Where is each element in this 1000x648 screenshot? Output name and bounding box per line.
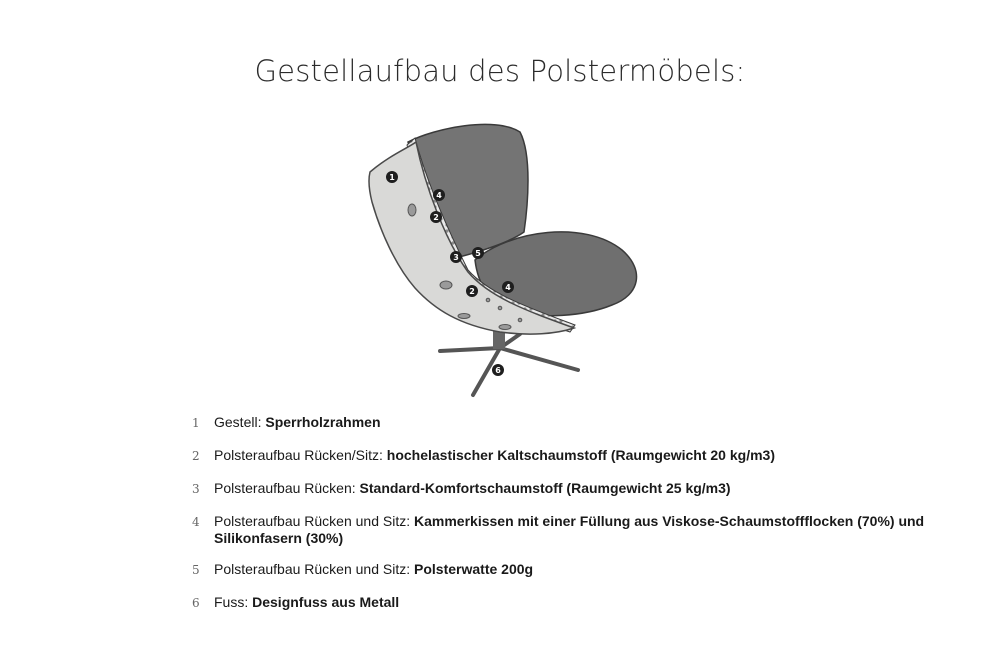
marker-2b xyxy=(466,285,478,297)
legend-label: Polsteraufbau Rücken und Sitz: xyxy=(214,561,415,577)
legend-number: 3 xyxy=(192,482,200,496)
legend-value: Sperrholzrahmen xyxy=(265,414,381,430)
armchair-cutaway-illustration xyxy=(360,120,660,405)
component-legend xyxy=(188,414,978,627)
legend-item-6 xyxy=(188,594,978,612)
legend-value: Standard-Komfortschaumstoff (Raumgewicht 25 kg/m3) xyxy=(359,480,731,496)
svg-text:3: 3 xyxy=(453,253,459,262)
legend-label: Gestell: xyxy=(214,414,266,430)
svg-text:4: 4 xyxy=(436,191,442,200)
legend-value: Polsterwatte 200g xyxy=(414,561,534,577)
marker-4b xyxy=(502,281,514,293)
legend-value: Designfuss aus Metall xyxy=(252,594,400,610)
legend-number: 4 xyxy=(192,515,200,529)
marker-6 xyxy=(492,364,504,376)
legend-item-3 xyxy=(188,480,978,498)
legend-value: hochelastischer Kaltschaumstoff (Raumgewicht 20 kg/m3) xyxy=(386,447,775,463)
legend-item-4 xyxy=(188,513,978,547)
legend-item-1 xyxy=(188,414,978,432)
marker-4a xyxy=(433,189,445,201)
legend-label: Polsteraufbau Rücken: xyxy=(214,480,360,496)
svg-text:4: 4 xyxy=(505,283,511,292)
legend-number: 5 xyxy=(192,563,200,577)
legend-label: Polsteraufbau Rücken/Sitz: xyxy=(214,447,387,463)
svg-text:2: 2 xyxy=(469,287,475,296)
legend-number: 2 xyxy=(192,449,200,463)
legend-number: 1 xyxy=(192,416,200,430)
svg-text:2: 2 xyxy=(433,213,439,222)
marker-5 xyxy=(472,247,484,259)
legend-item-2 xyxy=(188,447,978,465)
page-title: Gestellaufbau des Polstermöbels: xyxy=(254,54,746,88)
legend-number: 6 xyxy=(192,596,200,610)
marker-1 xyxy=(386,171,398,183)
legend-label: Polsteraufbau Rücken und Sitz: xyxy=(214,513,415,529)
legend-label: Fuss: xyxy=(214,594,253,610)
metal-base xyxy=(440,325,578,395)
svg-text:1: 1 xyxy=(389,173,395,182)
marker-3 xyxy=(450,251,462,263)
svg-text:6: 6 xyxy=(495,366,501,375)
marker-2a xyxy=(430,211,442,223)
svg-text:5: 5 xyxy=(475,249,481,258)
legend-value: Kammerkissen mit einer Füllung aus Viskose-Schaumstoffflocken (70%) und Silikonfasern (30%) xyxy=(214,513,925,546)
legend-item-5 xyxy=(188,561,978,579)
